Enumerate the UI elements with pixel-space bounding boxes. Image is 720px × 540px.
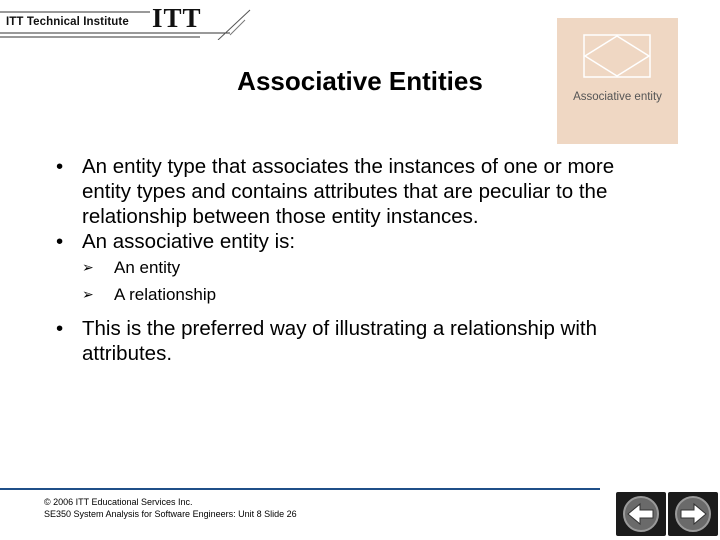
bullet-text: This is the preferred way of illustrating a relationship with attributes. bbox=[82, 317, 598, 365]
logo-text: ITT Technical Institute bbox=[6, 16, 129, 28]
copyright-text: © 2006 ITT Educational Services Inc. bbox=[44, 497, 193, 507]
bullet-text: An associative entity is: bbox=[82, 230, 296, 253]
associative-entity-label: Associative entity bbox=[573, 91, 662, 103]
bullet-item bbox=[54, 154, 654, 229]
footer-text bbox=[44, 496, 297, 520]
arrow-bullet-icon: ➢ bbox=[82, 286, 94, 302]
sub-bullet-text: An entity bbox=[114, 258, 181, 277]
sub-bullet-item bbox=[54, 254, 654, 281]
arrow-bullet-icon: ➢ bbox=[82, 259, 94, 275]
bullet-item bbox=[54, 316, 654, 366]
bullet-icon: • bbox=[56, 230, 64, 253]
arrow-right-icon bbox=[668, 492, 718, 536]
bullet-item bbox=[54, 229, 654, 254]
next-slide-button[interactable] bbox=[668, 492, 718, 536]
bullet-text: An entity type that associates the instances of one or more entity types and contains attributes that are peculiar to the relationship between those entity instances. bbox=[82, 155, 615, 228]
associative-entity-figure bbox=[557, 18, 678, 144]
sub-bullet-text: A relationship bbox=[114, 285, 217, 304]
arrow-left-icon bbox=[616, 492, 666, 536]
slide-title: Associative Entities bbox=[237, 66, 483, 96]
bullet-icon: • bbox=[56, 155, 64, 178]
slide-content bbox=[54, 154, 654, 366]
footer-divider bbox=[0, 488, 600, 490]
slide-footer bbox=[0, 488, 720, 540]
associative-entity-symbol bbox=[583, 34, 651, 78]
logo-mark: ITT bbox=[152, 3, 202, 33]
sub-bullet-item bbox=[54, 281, 654, 308]
bullet-icon: • bbox=[56, 317, 64, 340]
sub-bullet-list bbox=[54, 254, 654, 308]
itt-logo bbox=[0, 0, 260, 40]
previous-slide-button[interactable] bbox=[616, 492, 666, 536]
course-text: SE350 System Analysis for Software Engineers: Unit 8 Slide 26 bbox=[44, 509, 297, 519]
